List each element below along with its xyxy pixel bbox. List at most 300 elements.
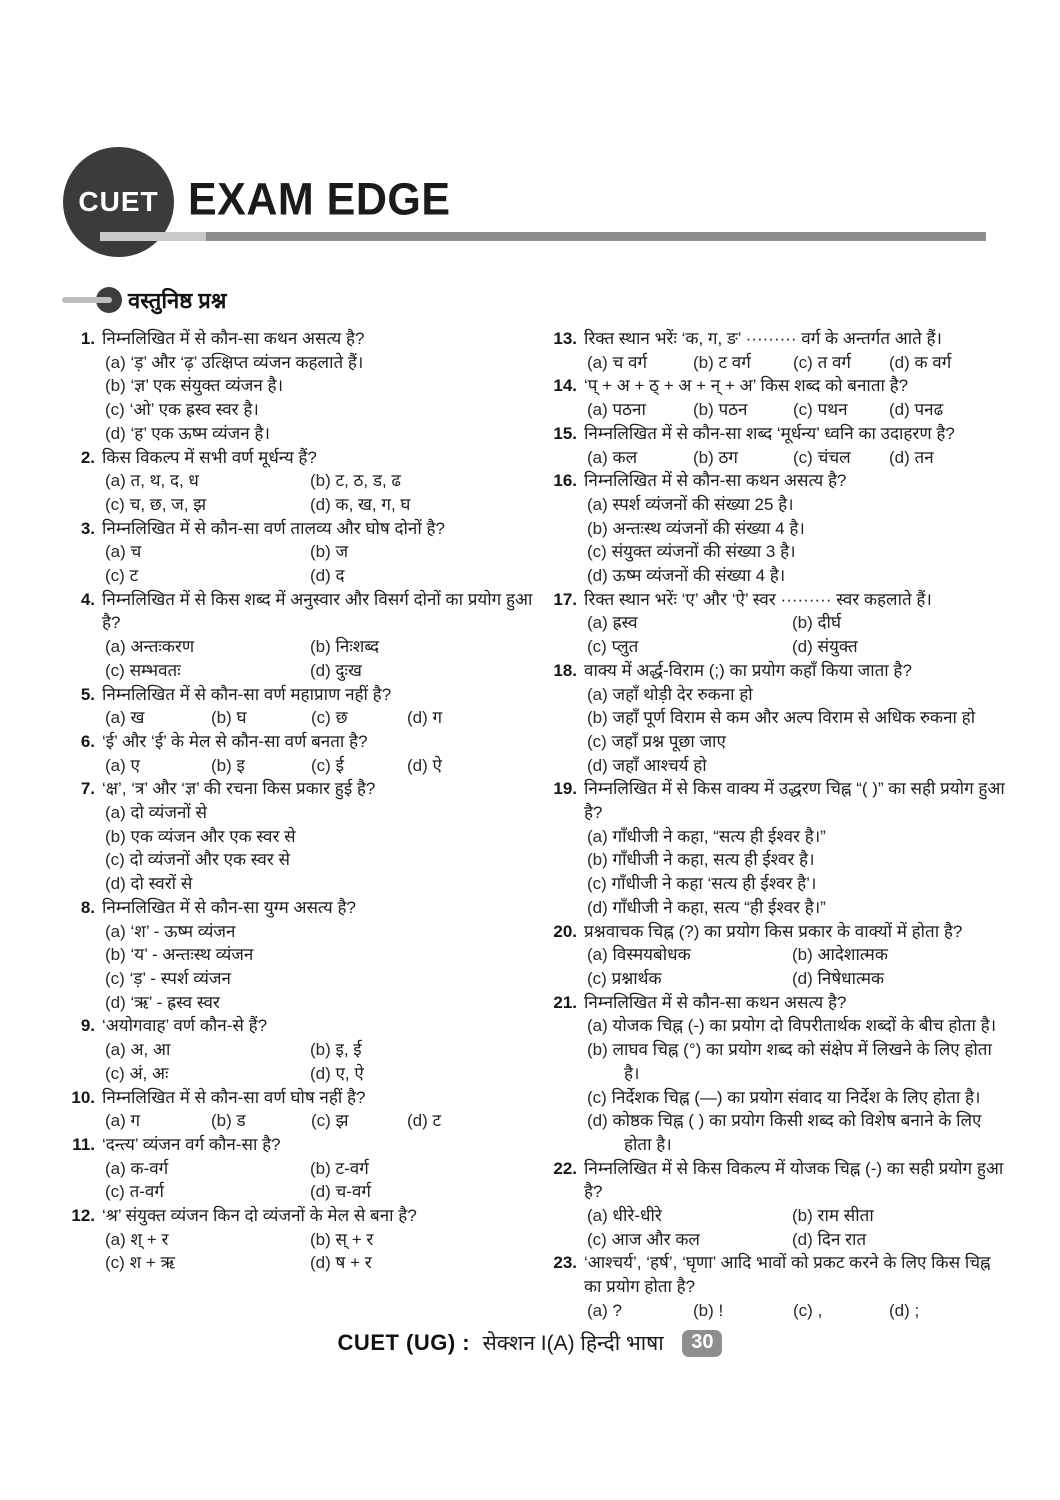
option-text: ‘ड़’ और ‘ढ़’ उत्क्षिप्त व्यंजन कहलाते हैं। bbox=[130, 352, 364, 372]
option-text: झ bbox=[335, 1111, 349, 1131]
option-text: स् + र bbox=[335, 1229, 374, 1249]
option-text: ए, ऐ bbox=[335, 1063, 364, 1083]
option-label: (b) bbox=[587, 708, 608, 728]
option-item bbox=[105, 1157, 310, 1181]
option-label: (d) bbox=[105, 423, 126, 443]
options-group bbox=[584, 351, 1012, 375]
question-text: ‘क्ष’, ‘त्र’ और ‘ज्ञ’ की रचना किस प्रकार हुई है? bbox=[102, 779, 376, 799]
option-item bbox=[310, 493, 540, 517]
option-text: क-वर्ग bbox=[130, 1158, 169, 1178]
option-label: (c) bbox=[105, 850, 125, 870]
option-text: ट, ठ, ड, ढ bbox=[335, 471, 401, 491]
option-label: (c) bbox=[105, 566, 125, 586]
option-text: एक व्यंजन और एक स्वर से bbox=[130, 826, 296, 846]
option-label: (c) bbox=[793, 352, 813, 372]
question-text: निम्नलिखित में से कौन-सा युग्म असत्य है? bbox=[102, 897, 356, 917]
option-item bbox=[587, 754, 1012, 778]
option-item bbox=[792, 611, 1012, 635]
question-body bbox=[102, 683, 540, 730]
options-group bbox=[584, 493, 1012, 588]
question-body bbox=[584, 991, 1012, 1157]
option-text: पठना bbox=[612, 400, 646, 420]
option-item bbox=[587, 825, 1012, 849]
option-label: (b) bbox=[211, 1111, 232, 1131]
question-text: निम्नलिखित में से कौन-सा कथन असत्य है? bbox=[584, 471, 847, 491]
option-item bbox=[105, 1228, 310, 1252]
option-label: (d) bbox=[407, 755, 428, 775]
option-label: (b) bbox=[792, 1206, 813, 1226]
options-group bbox=[102, 635, 540, 682]
options-group bbox=[584, 446, 1012, 470]
option-label: (c) bbox=[587, 637, 607, 657]
option-item bbox=[587, 517, 1012, 541]
option-label: (d) bbox=[105, 992, 126, 1012]
option-item bbox=[792, 967, 1012, 991]
question-block bbox=[58, 446, 540, 517]
question-text: वाक्य में अर्द्ध-विराम (;) का प्रयोग कहाँ किया जाता है? bbox=[584, 660, 912, 680]
option-text: ‘श’ - ऊष्म व्यंजन bbox=[130, 921, 236, 941]
option-item bbox=[105, 351, 540, 375]
section-heading bbox=[62, 284, 226, 316]
option-item bbox=[792, 1204, 1012, 1228]
option-label: (b) bbox=[693, 1300, 714, 1320]
question-block bbox=[540, 374, 1012, 421]
option-item bbox=[105, 872, 540, 896]
option-text: संयुक्त व्यंजनों की संख्या 3 है। bbox=[611, 542, 796, 562]
option-item bbox=[105, 493, 310, 517]
option-text: जहाँ पूर्ण विराम से कम और अल्प विराम से अधिक रुकना हो bbox=[612, 708, 976, 728]
option-label: (c) bbox=[793, 400, 813, 420]
option-text: चंचल bbox=[817, 447, 851, 467]
options-group bbox=[584, 825, 1012, 920]
option-label: (a) bbox=[105, 921, 126, 941]
option-item bbox=[889, 398, 1012, 422]
option-item bbox=[310, 635, 540, 659]
option-text: ऊष्म व्यंजनों की संख्या 4 है। bbox=[612, 566, 786, 586]
option-text: निर्देशक चिह्न (—) का प्रयोग संवाद या निर्देश के लिए होता है। bbox=[611, 1087, 981, 1107]
option-label: (b) bbox=[105, 376, 126, 396]
option-item bbox=[311, 1109, 407, 1133]
question-block bbox=[540, 422, 1012, 469]
option-text: दिन रात bbox=[817, 1229, 867, 1249]
option-item bbox=[310, 469, 540, 493]
option-label: (c) bbox=[587, 968, 607, 988]
option-label: (b) bbox=[310, 1158, 331, 1178]
header-rule-light bbox=[100, 232, 206, 241]
option-label: (a) bbox=[587, 1016, 608, 1036]
option-label: (a) bbox=[105, 1040, 126, 1060]
page-footer bbox=[0, 1329, 1060, 1357]
option-text: अन्तःस्थ व्यंजनों की संख्या 4 है। bbox=[612, 518, 805, 538]
option-label: (d) bbox=[889, 352, 910, 372]
option-label: (b) bbox=[693, 447, 714, 467]
option-item bbox=[587, 540, 1012, 564]
option-text: ह्रस्व bbox=[612, 613, 638, 633]
question-text: निम्नलिखित में से किस विकल्प में योजक चिह्न (-) का सही प्रयोग हुआ है? bbox=[584, 1158, 1004, 1202]
option-text: ए bbox=[130, 755, 140, 775]
option-label: (b) bbox=[105, 826, 126, 846]
option-item bbox=[310, 1228, 540, 1252]
option-item bbox=[792, 943, 1012, 967]
option-text: कोष्ठक चिह्न ( ) का प्रयोग किसी शब्द को विशेष बनाने के लिए होता है। bbox=[612, 1111, 982, 1154]
option-item bbox=[587, 706, 1012, 730]
option-label: (a) bbox=[105, 803, 126, 823]
option-item bbox=[407, 706, 540, 730]
option-text: ग bbox=[130, 1111, 141, 1131]
question-block bbox=[58, 683, 540, 730]
question-number: 14. bbox=[553, 376, 577, 396]
option-label: (d) bbox=[310, 1063, 331, 1083]
option-text: ‘ज्ञ’ एक संयुक्त व्यंजन है। bbox=[130, 376, 284, 396]
option-label: (c) bbox=[311, 708, 331, 728]
option-item bbox=[889, 351, 1012, 375]
option-label: (b) bbox=[211, 755, 232, 775]
section-title: वस्तुनिष्ठ प्रश्न bbox=[128, 288, 227, 313]
option-label: (d) bbox=[105, 874, 126, 894]
option-text: ‘ऋ’ - ह्रस्व स्वर bbox=[130, 992, 220, 1012]
options-group bbox=[584, 398, 1012, 422]
option-text: ट bbox=[432, 1111, 442, 1131]
option-text: पठन bbox=[718, 400, 748, 420]
option-item bbox=[105, 422, 540, 446]
options-group bbox=[102, 1109, 540, 1133]
question-block bbox=[540, 1157, 1012, 1252]
question-body bbox=[102, 1204, 540, 1275]
option-label: (d) bbox=[407, 708, 428, 728]
option-text: दुःख bbox=[335, 660, 362, 680]
option-label: (c) bbox=[311, 755, 331, 775]
option-item bbox=[310, 540, 540, 564]
option-text: जहाँ आश्चर्य हो bbox=[612, 755, 707, 775]
option-item bbox=[792, 635, 1012, 659]
option-item bbox=[105, 1062, 310, 1086]
question-body bbox=[584, 422, 1012, 469]
option-label: (c) bbox=[105, 1063, 125, 1083]
question-body bbox=[584, 1157, 1012, 1252]
option-item bbox=[793, 351, 889, 375]
question-body bbox=[102, 1086, 540, 1133]
option-item bbox=[105, 1109, 211, 1133]
option-item bbox=[211, 1109, 311, 1133]
option-label: (b) bbox=[310, 542, 331, 562]
options-group bbox=[102, 1228, 540, 1275]
question-block bbox=[58, 517, 540, 588]
option-item bbox=[587, 967, 792, 991]
option-label: (a) bbox=[105, 352, 126, 372]
option-item bbox=[105, 635, 310, 659]
option-label: (b) bbox=[693, 400, 714, 420]
options-group bbox=[102, 351, 540, 446]
question-number: 9. bbox=[80, 1016, 95, 1036]
option-label: (c) bbox=[587, 874, 607, 894]
option-text: इ, ई bbox=[335, 1040, 362, 1060]
option-text: छ bbox=[335, 708, 348, 728]
question-number: 13. bbox=[553, 329, 577, 348]
option-text: ऐ bbox=[432, 755, 442, 775]
question-body bbox=[584, 588, 1012, 659]
question-block bbox=[58, 1086, 540, 1133]
question-text: निम्नलिखित में से कौन-सा वर्ण महाप्राण नहीं है? bbox=[102, 684, 392, 704]
question-body bbox=[584, 1251, 1012, 1322]
option-label: (d) bbox=[310, 1182, 331, 1202]
option-text: दीर्घ bbox=[817, 613, 841, 633]
questions-column-left bbox=[58, 327, 540, 1275]
question-body bbox=[584, 374, 1012, 421]
option-label: (a) bbox=[105, 755, 126, 775]
option-item bbox=[587, 872, 1012, 896]
option-item bbox=[587, 1299, 693, 1323]
option-item bbox=[693, 398, 793, 422]
options-group bbox=[102, 1157, 540, 1204]
option-text: पनढ bbox=[914, 400, 944, 420]
question-text: निम्नलिखित में से किस वाक्य में उद्धरण चिह्न “( )” का सही प्रयोग हुआ है? bbox=[584, 779, 1005, 823]
options-group bbox=[102, 754, 540, 778]
option-label: (b) bbox=[310, 1040, 331, 1060]
question-number: 21. bbox=[553, 992, 577, 1012]
option-item bbox=[310, 659, 540, 683]
question-number: 18. bbox=[553, 660, 577, 680]
question-text: ‘ई’ और ‘ई’ के मेल से कौन-सा वर्ण बनता है? bbox=[102, 731, 368, 751]
option-item bbox=[105, 398, 540, 422]
question-text: रिक्त स्थान भरेंः ‘ए’ और ‘ऐ’ स्वर ········· स्वर कहलाते हैं। bbox=[584, 589, 932, 609]
question-block bbox=[58, 588, 540, 683]
option-label: (c) bbox=[105, 660, 125, 680]
options-group bbox=[102, 706, 540, 730]
option-item bbox=[587, 446, 693, 470]
option-label: (b) bbox=[310, 1229, 331, 1249]
option-text: ! bbox=[718, 1300, 724, 1320]
option-text: संयुक्त bbox=[817, 637, 858, 657]
option-label: (a) bbox=[587, 1206, 608, 1226]
option-label: (a) bbox=[105, 637, 126, 657]
option-label: (d) bbox=[310, 566, 331, 586]
question-block bbox=[58, 1133, 540, 1204]
question-block bbox=[58, 1014, 540, 1085]
question-text: निम्नलिखित में से कौन-सा वर्ण घोष नहीं है? bbox=[102, 1087, 366, 1107]
brand-title: EXAM EDGE bbox=[188, 174, 451, 225]
option-text: आदेशात्मक bbox=[817, 945, 888, 965]
option-item bbox=[105, 1180, 310, 1204]
option-text: प्लुत bbox=[611, 637, 639, 657]
option-item bbox=[105, 469, 310, 493]
option-label: (a) bbox=[105, 1111, 126, 1131]
question-number: 17. bbox=[553, 589, 577, 609]
option-text: कल bbox=[612, 447, 638, 467]
option-text: ? bbox=[612, 1300, 622, 1320]
option-text: दो व्यंजनों से bbox=[130, 803, 208, 823]
option-text: अ, आ bbox=[130, 1040, 171, 1060]
question-block bbox=[540, 1251, 1012, 1322]
option-text: श + ऋ bbox=[129, 1253, 175, 1273]
option-label: (a) bbox=[587, 613, 608, 633]
question-number: 5. bbox=[80, 684, 95, 704]
question-text: निम्नलिखित में से कौन-सा कथन असत्य है? bbox=[102, 329, 365, 348]
question-body bbox=[102, 517, 540, 588]
question-body bbox=[102, 446, 540, 517]
option-text: पथन bbox=[817, 400, 848, 420]
option-text: श् + र bbox=[130, 1229, 169, 1249]
option-item bbox=[587, 564, 1012, 588]
option-label: (d) bbox=[587, 1111, 608, 1131]
option-item bbox=[587, 351, 693, 375]
option-label: (c) bbox=[587, 1087, 607, 1107]
option-text: अं, अः bbox=[129, 1063, 169, 1083]
question-number: 23. bbox=[553, 1253, 577, 1273]
question-text: निम्नलिखित में से कौन-सा शब्द ‘मूर्धन्य’ ध्वनि का उदाहरण है? bbox=[584, 423, 955, 443]
option-item bbox=[105, 374, 540, 398]
option-label: (c) bbox=[105, 1182, 125, 1202]
option-text: च वर्ग bbox=[612, 352, 648, 372]
option-text: ट-वर्ग bbox=[335, 1158, 369, 1178]
option-item bbox=[105, 920, 540, 944]
options-group bbox=[102, 801, 540, 896]
option-item bbox=[211, 706, 311, 730]
option-text: प्रश्नार्थक bbox=[611, 968, 662, 988]
option-text: ; bbox=[914, 1300, 920, 1320]
option-text: क वर्ग bbox=[914, 352, 952, 372]
option-text: च, छ, ज, झ bbox=[129, 494, 207, 514]
option-label: (d) bbox=[587, 566, 608, 586]
option-item bbox=[105, 1251, 310, 1275]
option-label: (b) bbox=[587, 850, 608, 870]
option-text: ‘ड़’ - स्पर्श व्यंजन bbox=[129, 968, 231, 988]
option-text: अन्तःकरण bbox=[130, 637, 195, 657]
option-text: धीरे-धीरे bbox=[612, 1206, 662, 1226]
question-text: निम्नलिखित में से कौन-सा कथन असत्य है? bbox=[584, 992, 847, 1012]
question-number: 11. bbox=[72, 1134, 95, 1154]
option-label: (a) bbox=[105, 471, 126, 491]
option-text: त वर्ग bbox=[817, 352, 851, 372]
option-item bbox=[105, 754, 211, 778]
option-text: ष + र bbox=[335, 1253, 372, 1273]
option-item bbox=[693, 351, 793, 375]
option-text: ड bbox=[236, 1111, 246, 1131]
option-label: (d) bbox=[310, 660, 331, 680]
option-item bbox=[587, 1204, 792, 1228]
option-label: (a) bbox=[587, 352, 608, 372]
option-label: (d) bbox=[792, 968, 813, 988]
option-item bbox=[105, 967, 540, 991]
question-number: 3. bbox=[80, 518, 95, 538]
question-block bbox=[58, 777, 540, 896]
question-body bbox=[102, 588, 540, 683]
option-label: (a) bbox=[105, 542, 126, 562]
option-label: (d) bbox=[792, 637, 813, 657]
option-text: ग bbox=[432, 708, 443, 728]
options-group bbox=[584, 1014, 1012, 1156]
option-label: (d) bbox=[889, 447, 910, 467]
option-label: (c) bbox=[105, 1253, 125, 1273]
option-label: (d) bbox=[310, 1253, 331, 1273]
option-item bbox=[889, 446, 1012, 470]
option-item bbox=[211, 754, 311, 778]
option-item bbox=[407, 1109, 540, 1133]
question-number: 4. bbox=[80, 589, 95, 609]
option-text: निषेधात्मक bbox=[817, 968, 885, 988]
option-label: (b) bbox=[587, 1040, 608, 1060]
option-item bbox=[793, 446, 889, 470]
options-group bbox=[584, 611, 1012, 658]
question-number: 22. bbox=[553, 1158, 577, 1178]
option-label: (a) bbox=[587, 1300, 608, 1320]
option-item bbox=[105, 801, 540, 825]
question-body bbox=[102, 1133, 540, 1204]
option-text: गाँधीजी ने कहा, “सत्य ही ईश्वर है।” bbox=[612, 826, 826, 846]
option-label: (c) bbox=[105, 968, 125, 988]
question-body bbox=[584, 659, 1012, 778]
question-body bbox=[584, 469, 1012, 588]
options-group bbox=[584, 683, 1012, 778]
question-body bbox=[584, 920, 1012, 991]
question-body bbox=[102, 777, 540, 896]
question-block bbox=[58, 730, 540, 777]
question-body bbox=[102, 327, 540, 446]
option-text: ठग bbox=[718, 447, 738, 467]
question-number: 2. bbox=[80, 447, 95, 467]
cuet-logo-text: CUET bbox=[78, 186, 159, 217]
option-text: घ bbox=[236, 708, 247, 728]
option-text: ज bbox=[335, 542, 349, 562]
question-body bbox=[102, 1014, 540, 1085]
question-text: ‘आश्चर्य’, ‘हर्ष’, ‘घृणा’ आदि भावों को प्रकट करने के लिए किस चिह्न का प्रयोग होता है? bbox=[584, 1253, 991, 1297]
page-number-badge: 30 bbox=[682, 1330, 722, 1357]
option-label: (d) bbox=[792, 1229, 813, 1249]
options-group bbox=[584, 1204, 1012, 1251]
option-text: च bbox=[130, 542, 142, 562]
option-text: त, थ, द, ध bbox=[130, 471, 199, 491]
option-label: (d) bbox=[587, 755, 608, 775]
option-text: लाघव चिह्न (°) का प्रयोग शब्द को संक्षेप में लिखने के लिए होता है। bbox=[612, 1040, 992, 1083]
option-text: ख bbox=[130, 708, 145, 728]
question-block bbox=[540, 777, 1012, 919]
option-item bbox=[587, 611, 792, 635]
question-body bbox=[102, 896, 540, 1015]
option-text: क, ख, ग, घ bbox=[335, 494, 411, 514]
question-block bbox=[58, 327, 540, 446]
option-item bbox=[587, 1228, 792, 1252]
option-label: (b) bbox=[105, 945, 126, 965]
question-block bbox=[540, 588, 1012, 659]
option-label: (d) bbox=[587, 897, 608, 917]
question-text: निम्नलिखित में से कौन-सा वर्ण तालव्य और घोष दोनों है? bbox=[102, 518, 445, 538]
option-item bbox=[105, 991, 540, 1015]
question-body bbox=[102, 730, 540, 777]
option-item bbox=[587, 848, 1012, 872]
option-item bbox=[105, 848, 540, 872]
option-text: निःशब्द bbox=[335, 637, 380, 657]
option-item bbox=[105, 1038, 310, 1062]
option-label: (a) bbox=[587, 826, 608, 846]
question-text: ‘श्र’ संयुक्त व्यंजन किन दो व्यंजनों के मेल से बना है? bbox=[102, 1206, 417, 1226]
option-item bbox=[310, 1038, 540, 1062]
option-label: (a) bbox=[587, 945, 608, 965]
questions-column-right bbox=[540, 327, 1012, 1323]
option-text: ट bbox=[129, 566, 139, 586]
options-group bbox=[584, 1299, 1012, 1323]
question-text: किस विकल्प में सभी वर्ण मूर्धन्य हैं? bbox=[102, 447, 317, 467]
option-label: (b) bbox=[693, 352, 714, 372]
option-item bbox=[310, 1157, 540, 1181]
section-bullet-icon bbox=[62, 286, 124, 314]
option-label: (a) bbox=[587, 447, 608, 467]
option-item bbox=[105, 825, 540, 849]
question-number: 16. bbox=[553, 471, 577, 491]
option-text: सम्भवतः bbox=[129, 660, 181, 680]
option-text: जहाँ प्रश्न पूछा जाए bbox=[611, 731, 726, 751]
option-item bbox=[310, 1062, 540, 1086]
option-text: योजक चिह्न (-) का प्रयोग दो विपरीतार्थक शब्दों के बीच होता है। bbox=[612, 1016, 997, 1036]
option-label: (b) bbox=[792, 613, 813, 633]
